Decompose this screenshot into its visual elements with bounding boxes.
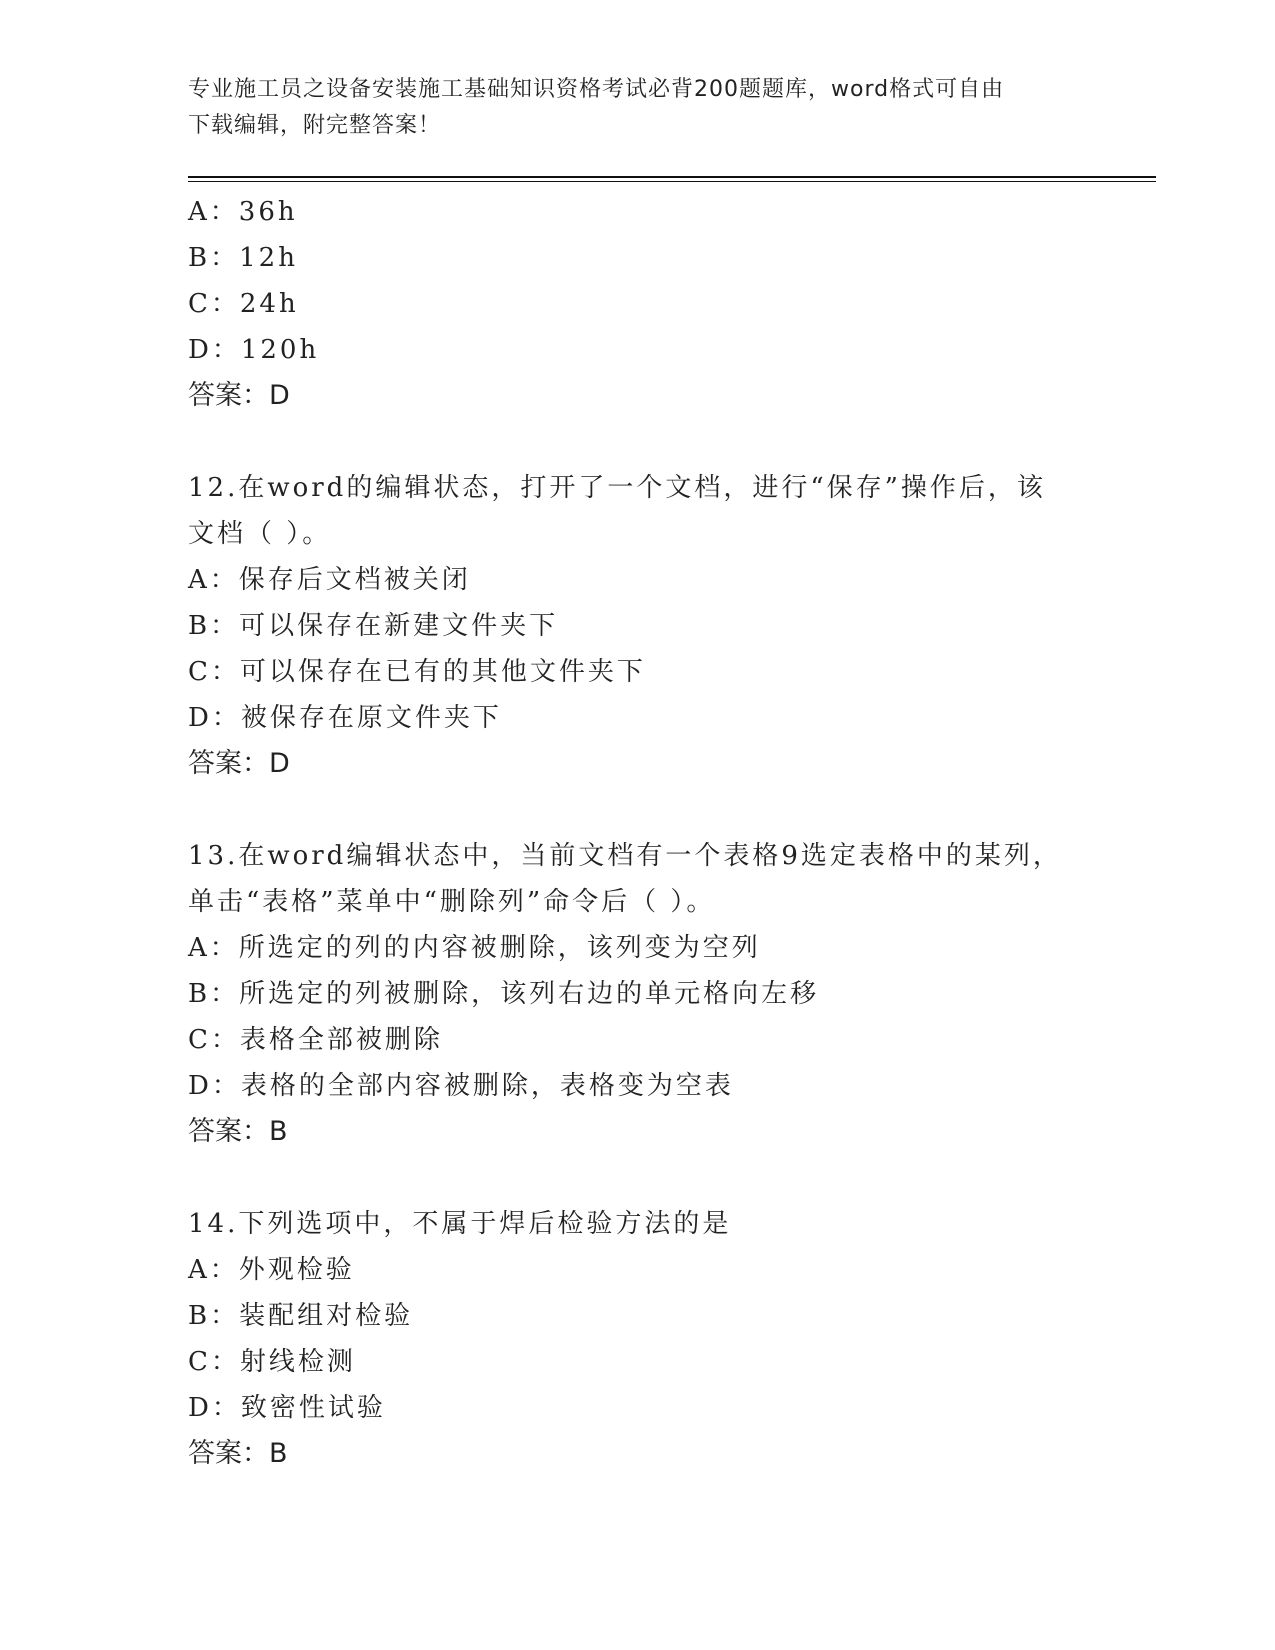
answer-line: 答案：D <box>188 380 290 411</box>
spacer <box>188 787 1088 833</box>
option-a: A：保存后文档被关闭 <box>188 565 471 595</box>
answer-line: 答案：B <box>188 1438 288 1469</box>
option-d: D：表格的全部内容被删除，表格变为空表 <box>188 1071 734 1101</box>
question-stem-line-2: 单击“表格”菜单中“删除列”命令后（ ）。 <box>188 887 716 917</box>
question-13-block <box>188 833 1088 1155</box>
option-a: A：36h <box>188 197 298 227</box>
option-c: C：可以保存在已有的其他文件夹下 <box>188 657 646 687</box>
question-stem-line-1: 13.在word编辑状态中，当前文档有一个表格9选定表格中的某列， <box>188 841 1062 871</box>
option-d: D：被保存在原文件夹下 <box>188 703 502 733</box>
question-stem-line-1: 12.在word的编辑状态，打开了一个文档，进行“保存”操作后，该 <box>188 473 1046 503</box>
document-header <box>188 72 1088 144</box>
header-title-line-1: 专业施工员之设备安装施工基础知识资格考试必背200题题库，word格式可自由 <box>188 77 1005 102</box>
question-12-block <box>188 465 1088 787</box>
option-c: C：射线检测 <box>188 1347 356 1377</box>
option-c: C：表格全部被删除 <box>188 1025 443 1055</box>
option-d: D：致密性试验 <box>188 1393 386 1423</box>
answer-line: 答案：D <box>188 748 290 779</box>
option-b: B：装配组对检验 <box>188 1301 414 1331</box>
spacer <box>188 419 1088 465</box>
option-b: B：12h <box>188 243 298 273</box>
option-a: A：外观检验 <box>188 1255 355 1285</box>
option-d: D：120h <box>188 335 320 365</box>
question-content <box>188 189 1088 1477</box>
option-b: B：所选定的列被删除，该列右边的单元格向左移 <box>188 979 820 1009</box>
question-14-block <box>188 1201 1088 1477</box>
option-c: C：24h <box>188 289 299 319</box>
header-divider-thin <box>188 181 1156 182</box>
header-title-line-2: 下载编辑，附完整答案！ <box>188 113 442 138</box>
spacer <box>188 1155 1088 1201</box>
option-b: B：可以保存在新建文件夹下 <box>188 611 559 641</box>
header-divider-thick <box>188 176 1156 178</box>
question-11-block <box>188 189 1088 419</box>
option-a: A：所选定的列的内容被删除，该列变为空列 <box>188 933 761 963</box>
answer-line: 答案：B <box>188 1116 288 1147</box>
question-stem-line-2: 文档（ ）。 <box>188 519 332 549</box>
question-stem-line-1: 14.下列选项中，不属于焊后检验方法的是 <box>188 1209 732 1239</box>
